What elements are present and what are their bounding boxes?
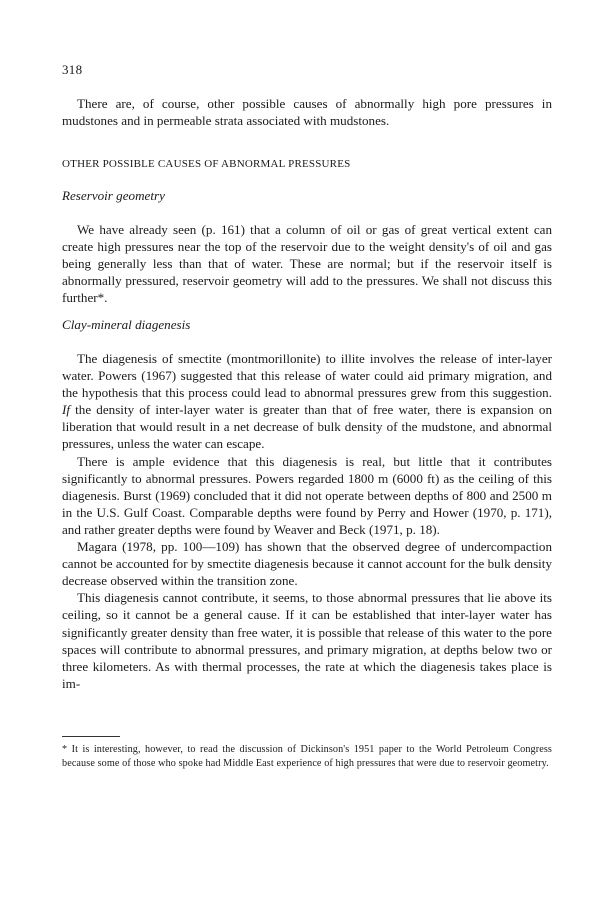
subheading-clay-mineral-diagenesis: Clay-mineral diagenesis (62, 317, 191, 332)
footnote-rule (62, 736, 120, 737)
clay-mineral-diagenesis-text (62, 350, 552, 692)
clay-paragraph-3: Magara (1978, pp. 100—109) has shown that the observed degree of undercompaction cannot be accounted for by smectite diagenesis because it cannot account for the bulk density decrease observed within the transition zone. (62, 539, 552, 589)
footnote: * It is interesting, however, to read the discussion of Dickinson's 1951 paper to the World Petroleum Congress because some of those who spoke had Middle East experience of high pressures that were due to reservoir geometry. (62, 744, 552, 769)
reservoir-geometry-paragraph: We have already seen (p. 161) that a column of oil or gas of great vertical extent can create high pressures near the top of the reservoir due to the weight density's of oil and gas being generally less than that of water. These are normal; but if the reservoir itself is abnormally pressured, reservoir geometry will add to the pressures. We shall not discuss this further*. (62, 222, 552, 306)
reservoir-geometry-text (62, 221, 552, 306)
clay-paragraph-4: This diagenesis cannot contribute, it seems, to those abnormal pressures that lie above its ceiling, so it cannot be a general cause. If it can be established that inter-layer water has significantly greater density than free water, it is possible that release of this water to the pore spaces will contribute to abnormal pressures, and primary migration, at depths below two or three kilometers. As with thermal processes, the rate at which the diagenesis takes place is im- (62, 590, 552, 691)
intro-paragraph: There are, of course, other possible causes of abnormally high pore pressures in mudstones and in permeable strata associated with mudstones. (62, 96, 552, 129)
intro-text (62, 95, 552, 129)
section-heading: OTHER POSSIBLE CAUSES OF ABNORMAL PRESSURES (62, 158, 351, 170)
subheading-reservoir-geometry: Reservoir geometry (62, 188, 165, 203)
clay-paragraph-2: There is ample evidence that this diagenesis is real, but little that it contributes significantly to abnormal pressures. Powers regarded 1800 m (6000 ft) as the ceiling of this diagenesis. Burst (1969) concluded that it did not operate between depths of 800 and 2500 m in the U.S. Gulf Coast. Comparable depths were found by Perry and Hower (1970, p. 171), and rather greater depths were found by Weaver and Beck (1971, p. 18). (62, 453, 552, 537)
clay-p1-text-a: The diagenesis of smectite (montmorillonite) to illite involves the release of inter-layer water. Powers (1967) suggested that this release of water could aid primary migration, and the hypothesis that this process could lead to abnormal pressures grew from this suggestion. (62, 351, 552, 401)
page-number: 318 (62, 62, 83, 77)
clay-p1-text-b: the density of inter-layer water is greater than that of free water, there is expansion on liberation that would result in a net decrease of bulk density of the mudstone, and abnormal pressures, unless the water can escape. (62, 402, 552, 452)
clay-paragraph-1 (62, 350, 552, 453)
clay-p1-italic-if: If (62, 402, 70, 418)
